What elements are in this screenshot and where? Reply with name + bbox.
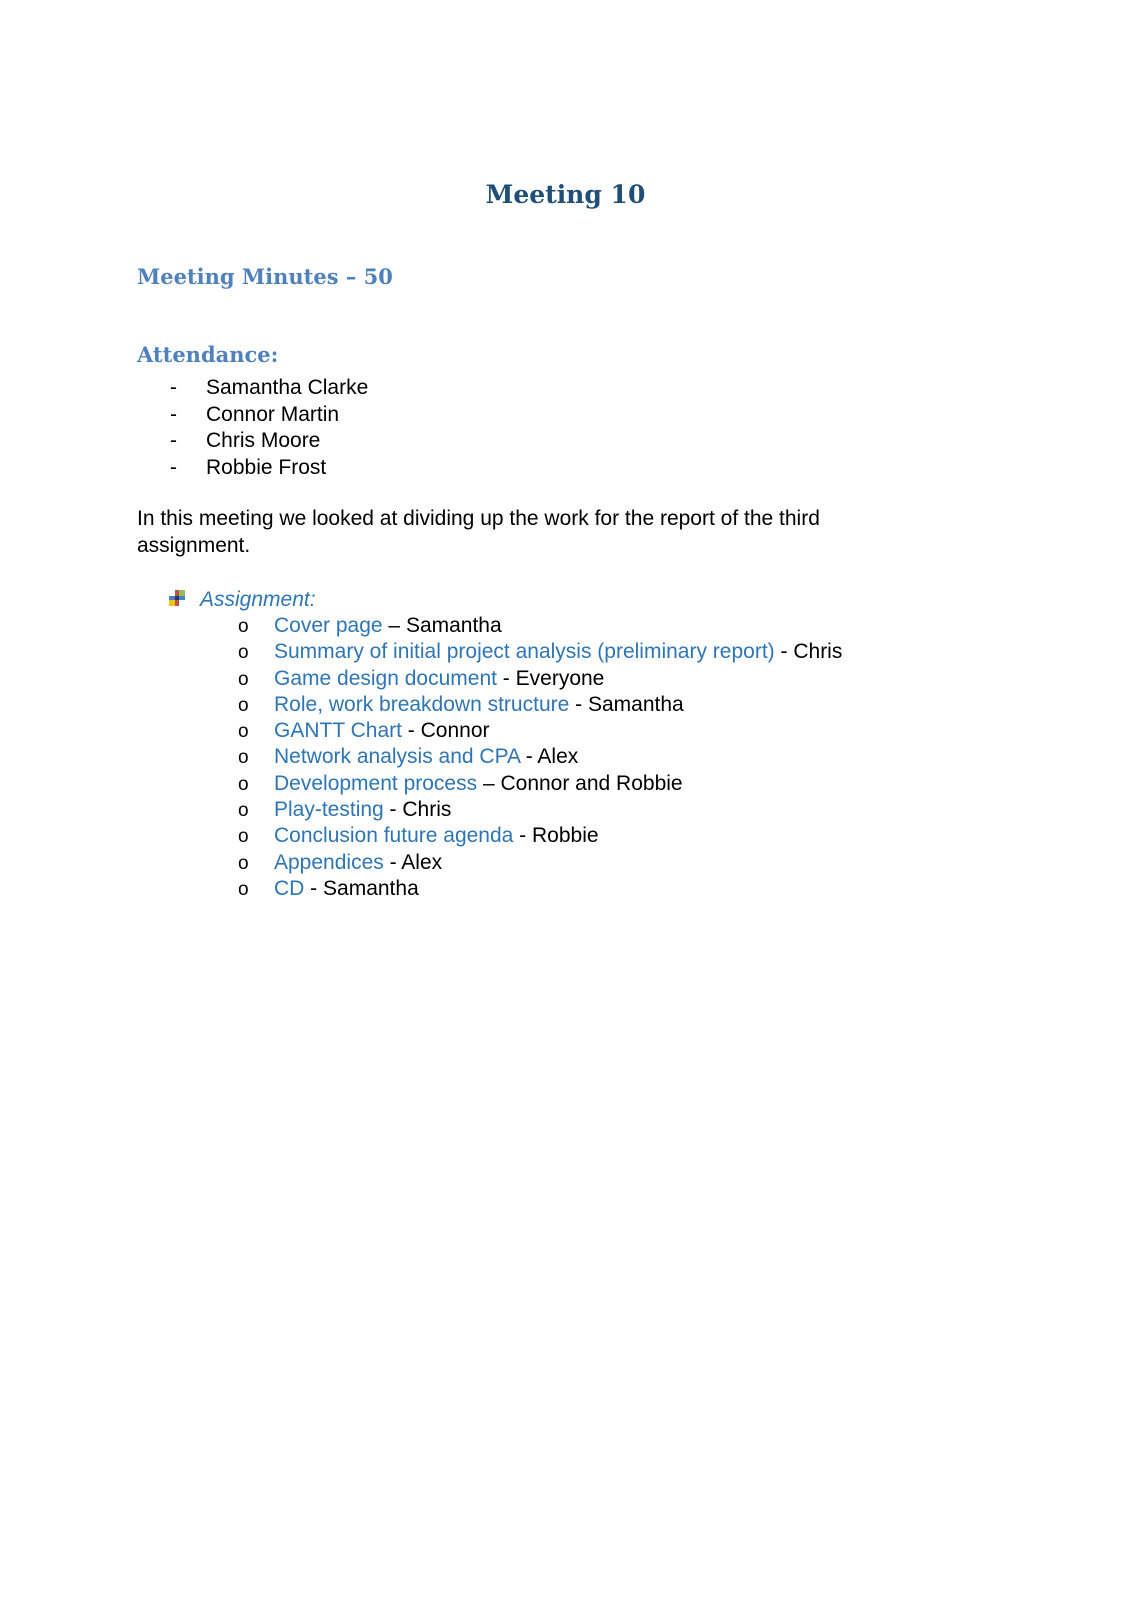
task-owner: Samantha — [323, 876, 419, 900]
dash-bullet: - — [170, 402, 177, 426]
attendance-heading: Attendance: — [137, 342, 279, 367]
assignment-item — [238, 771, 842, 797]
attendance-item — [170, 455, 368, 482]
attendance-item — [170, 428, 368, 455]
task-link[interactable]: Development process — [274, 771, 478, 795]
task-link[interactable]: GANTT Chart — [274, 719, 402, 743]
attendee-name: Chris Moore — [206, 429, 321, 452]
separator: - — [774, 640, 794, 664]
separator: – — [477, 771, 501, 795]
task-link[interactable]: Cover page — [274, 614, 383, 637]
assignment-item — [238, 876, 842, 902]
task-link[interactable]: Conclusion future agenda — [274, 824, 514, 848]
task-owner: Everyone — [515, 666, 605, 690]
task-owner: Alex — [537, 745, 579, 769]
circle-bullet: o — [238, 800, 249, 822]
circle-bullet: o — [238, 852, 249, 874]
minutes-heading: Meeting Minutes – 50 — [137, 264, 393, 289]
circle-bullet: o — [238, 616, 249, 637]
assignment-heading — [168, 586, 316, 613]
separator: - — [496, 666, 516, 690]
task-link[interactable]: CD — [274, 876, 305, 900]
circle-bullet: o — [238, 878, 249, 900]
separator: - — [383, 798, 403, 822]
task-owner: Connor and Robbie — [500, 771, 683, 795]
assignment-item — [238, 639, 842, 665]
page-title: Meeting 10 — [485, 180, 646, 209]
circle-bullet: o — [238, 721, 249, 743]
summary-paragraph: In this meeting we looked at dividing up the work for the report of the third assignment. — [137, 507, 820, 557]
colored-cross-bullet-icon — [168, 587, 186, 614]
attendee-name: Connor Martin — [206, 402, 340, 426]
separator: – — [382, 614, 406, 637]
circle-bullet: o — [238, 773, 249, 795]
assignment-item — [238, 692, 842, 718]
task-owner: Samantha — [405, 614, 502, 637]
assignment-item — [238, 850, 842, 876]
attendance-item — [170, 402, 368, 429]
task-owner: Samantha — [587, 692, 684, 716]
assignment-item — [238, 797, 842, 823]
separator: - — [304, 876, 324, 900]
dash-bullet: - — [170, 429, 177, 452]
assignment-item — [238, 744, 842, 770]
task-link[interactable]: Play-testing — [274, 798, 384, 822]
task-link[interactable]: Role, work breakdown structure — [274, 692, 570, 716]
task-owner: Robbie — [532, 824, 599, 848]
dash-bullet: - — [170, 376, 177, 399]
assignment-list — [238, 613, 842, 902]
task-link[interactable]: Summary of initial project analysis (preliminary report) — [274, 640, 775, 664]
assignment-item — [238, 823, 842, 849]
task-owner: Alex — [401, 850, 443, 874]
attendance-item — [170, 375, 368, 402]
task-owner: Chris — [402, 798, 452, 822]
circle-bullet: o — [238, 668, 249, 690]
task-link[interactable]: Appendices — [274, 850, 384, 874]
dash-bullet: - — [170, 455, 177, 479]
task-owner: Connor — [420, 719, 490, 743]
circle-bullet: o — [238, 642, 249, 664]
separator: - — [569, 692, 588, 716]
assignment-heading-label: Assignment: — [200, 588, 316, 611]
circle-bullet: o — [238, 747, 249, 769]
assignment-item — [238, 613, 842, 639]
task-link[interactable]: Network analysis and CPA — [274, 745, 520, 769]
task-link[interactable]: Game design document — [274, 666, 497, 690]
attendance-list — [170, 375, 368, 481]
separator: - — [519, 745, 538, 769]
attendee-name: Robbie Frost — [206, 455, 327, 479]
separator: - — [401, 719, 421, 743]
circle-bullet: o — [238, 694, 249, 716]
assignment-item — [238, 666, 842, 692]
assignment-item — [238, 718, 842, 744]
separator: - — [513, 824, 533, 848]
circle-bullet: o — [238, 826, 249, 848]
task-owner: Chris — [793, 640, 843, 664]
separator: - — [383, 850, 402, 874]
attendee-name: Samantha Clarke — [206, 376, 369, 399]
